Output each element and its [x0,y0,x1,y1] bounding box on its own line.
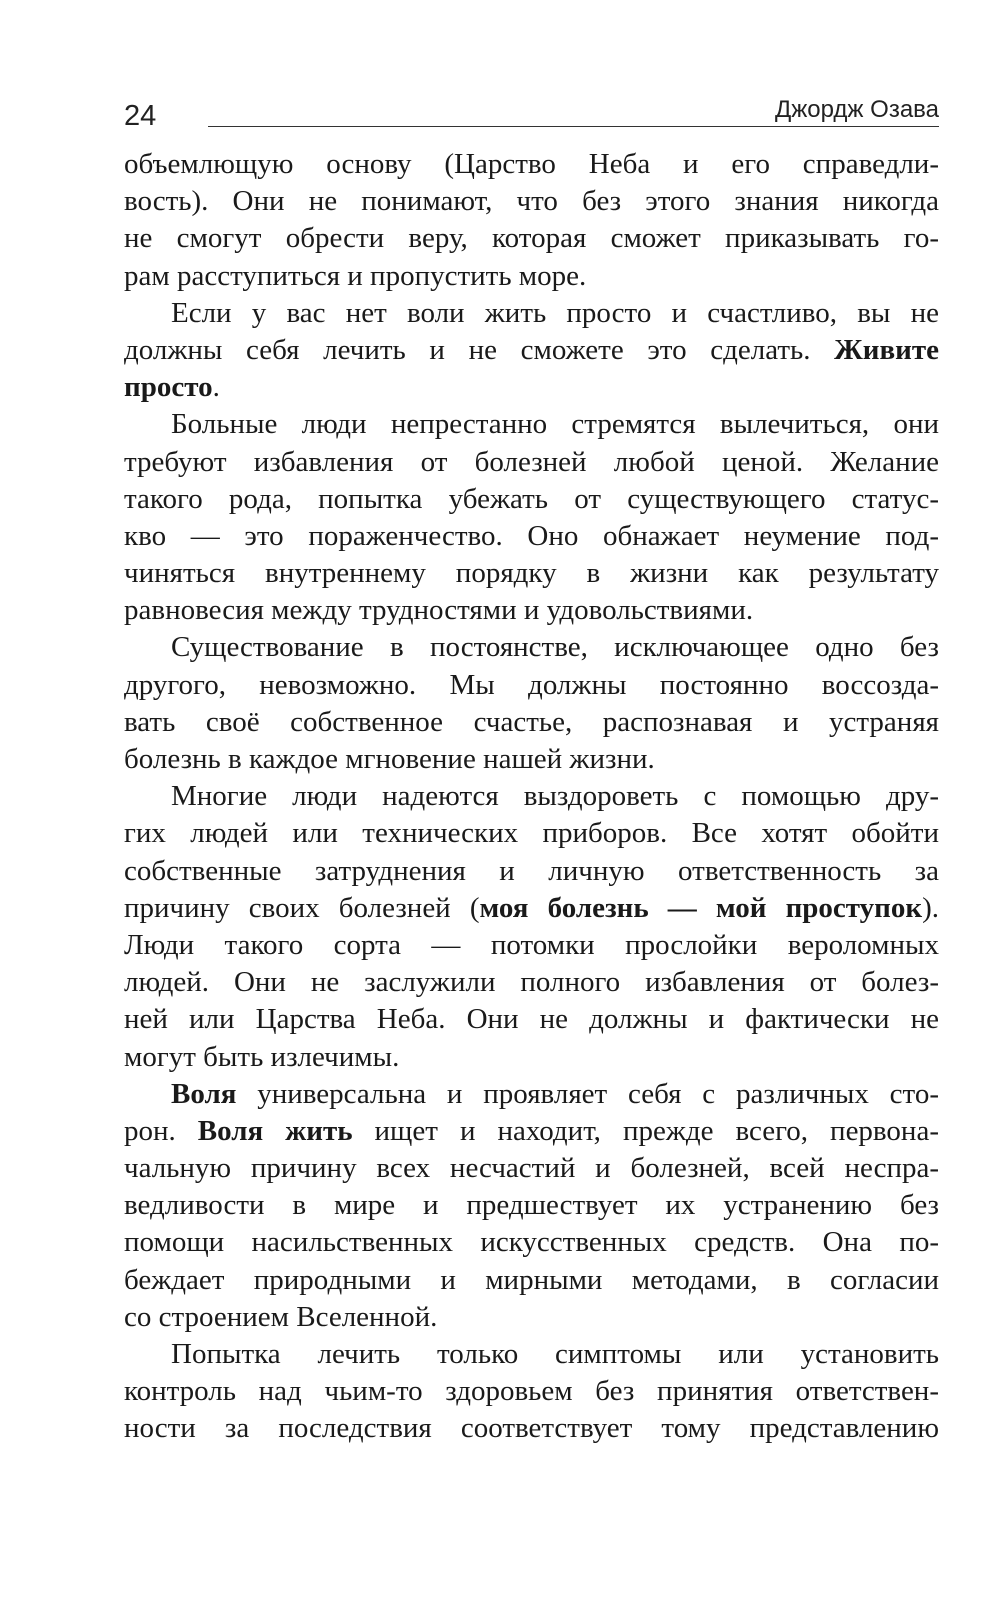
text-line: ведливости в мире и предшествует их устранению без [124,1189,939,1222]
text-line: равновесия между трудностями и удовольствиями. [124,594,754,627]
text-line: гих людей или технических приборов. Все хотят обойти [124,817,939,850]
text-line: Если у вас нет воли жить просто и счастливо, вы не [171,296,939,329]
text-run: ). [922,891,939,924]
text-line: вать своё собственное счастье, распознавая и устраняя [124,705,939,738]
emphasis: просто [124,371,213,404]
text-line: такого рода, попытка убежать от существующего статус- [124,482,939,515]
emphasis: Живите [834,333,939,366]
text-line: не смогут обрести веру, которая сможет приказывать го- [124,222,939,255]
text-run: рон. [124,1114,198,1147]
text-line: болезнь в каждое мгновение нашей жизни. [124,743,655,775]
text-line: ней или Царства Неба. Они не должны и фактически не [124,1003,939,1036]
text-line: собственные затруднения и личную ответственность за [124,854,939,887]
text-line [124,1113,939,1150]
text-line: вость). Они не понимают, что без этого знания никогда [124,185,939,218]
header-rule [208,126,939,127]
text-line: контроль над чьим-то здоровьем без принятия ответствен- [124,1375,939,1408]
running-title: Джордж Озава [774,96,939,123]
paragraph [124,146,939,295]
text-line: Люди такого сорта — потомки прослойки вероломных [124,928,939,961]
paragraph [124,778,939,1076]
text-run: должны себя лечить и не сможете это сделать. [124,333,811,366]
text-line [124,1076,939,1113]
paragraph [124,1336,939,1448]
text-line: рам расступиться и пропустить море. [124,259,587,292]
paragraph [124,406,939,629]
text-run: причину своих болезней ( [124,891,480,924]
emphasis: моя болезнь — мой проступок [479,891,923,924]
text-line: чиняться внутреннему порядку в жизни как результату [124,557,939,590]
emphasis: Воля жить [197,1114,353,1147]
text-line: могут быть излечимы. [124,1040,400,1073]
text-line: другого, невозможно. Мы должны постоянно воссозда- [124,668,939,701]
text-line [124,369,939,406]
text-line: беждает природными и мирными методами, в согласии [124,1263,939,1296]
text-line: со строением Вселенной. [124,1300,438,1333]
text-line: Существование в постоянстве, исключающее одно без [171,631,939,664]
text-line [124,890,939,927]
text-line: Больные люди непрестанно стремятся вылечиться, они [171,408,939,441]
paragraph [124,629,939,778]
text-line: помощи насильственных искусственных средств. Она по- [124,1226,939,1259]
text-run: универсальна и проявляет себя с различных сто- [236,1077,939,1110]
body-text [124,146,939,1448]
text-line: Попытка лечить только симптомы или установить [171,1338,939,1370]
text-line: Многие люди надеются выздороветь с помощью дру- [171,780,939,813]
text-line: ности за последствия соответствует тому представлению [124,1412,939,1445]
page-number: 24 [124,100,157,132]
text-run: ищет и находит, прежде всего, первона- [352,1114,939,1147]
text-line: объемлющую основу (Царство Неба и его справедли- [124,148,939,180]
text-run: . [212,371,220,404]
text-line: требуют избавления от болезней любой ценой. Желание [124,445,939,478]
text-line: кво — это пораженчество. Оно обнажает неумение под- [124,519,939,552]
emphasis: Воля [171,1077,237,1110]
text-line [124,332,939,369]
text-line: чальную причину всех несчастий и болезней, всей неспра- [124,1152,939,1185]
paragraph [124,1076,939,1336]
paragraph [124,295,939,407]
page-header [124,96,939,136]
text-line: людей. Они не заслужили полного избавления от болез- [124,966,939,999]
